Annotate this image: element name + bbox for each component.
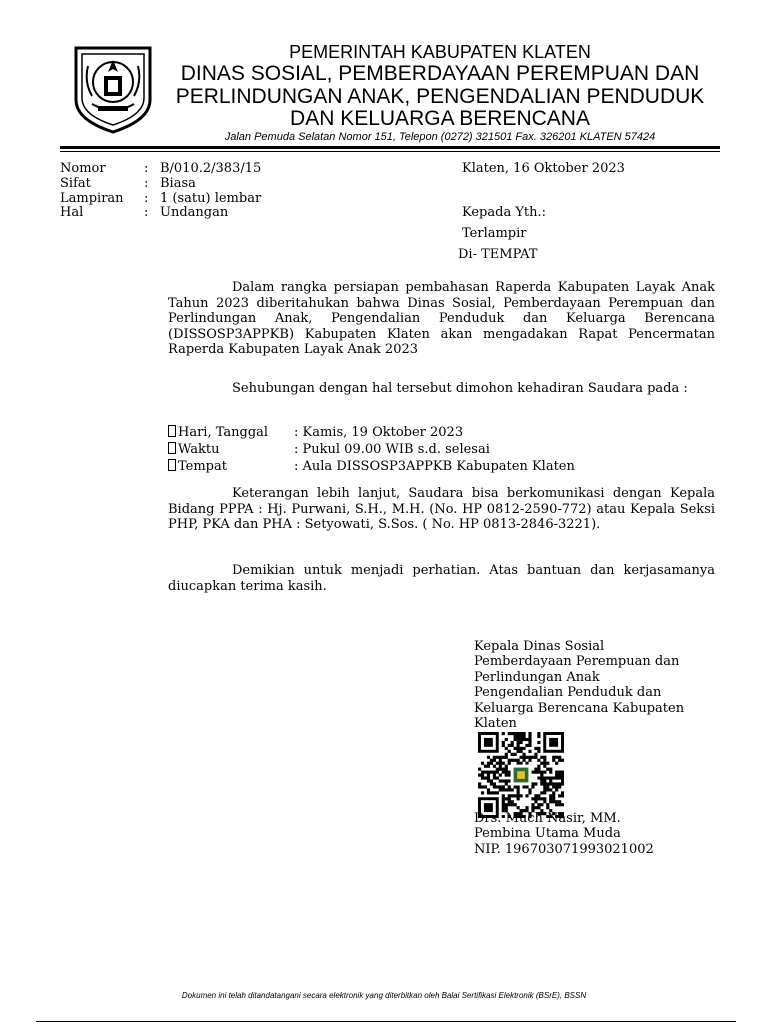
body-paragraph-1: Dalam rangka persiapan pembahasan Raperda Kabupaten Layak Anak Tahun 2023 diberitahukan bahwa Dinas Sosial, Pemberdayaan Perempuan dan Perlindungan Anak, Pengendalian Penduduk dan Keluarga Berencana (DISSOSP3APPKB) Kabupaten Klaten akan mengadakan Rapat Pencermatan Raperda Kabupaten Layak Anak 2023 <box>168 280 715 357</box>
recipient-greeting: Kepada Yth.: <box>462 205 547 220</box>
footer-divider <box>36 1021 736 1022</box>
signature-title-line: Klaten <box>474 716 517 732</box>
signatory-rank: Pembina Utama Muda <box>474 826 621 842</box>
meta-colon: : <box>144 176 149 191</box>
letterhead-divider <box>60 146 720 149</box>
meta-label: Nomor <box>60 161 106 176</box>
letter-date: Klaten, 16 Oktober 2023 <box>462 161 625 176</box>
letterhead-address: Jalan Pemuda Selatan Nomor 151, Telepon (0272) 321501 Fax. 326201 KLATEN 57424 <box>224 131 656 143</box>
signature-title-line: Pengendalian Penduduk dan <box>474 685 662 701</box>
meta-colon: : <box>144 191 149 206</box>
signatory-nip: NIP. 196703071993021002 <box>474 841 654 857</box>
meta-label: Lampiran <box>60 191 124 206</box>
meta-colon: : <box>144 161 149 176</box>
meta-sifat <box>60 176 196 191</box>
agenda-value: : Pukul 09.00 WIB s.d. selesai <box>294 442 490 457</box>
letterhead-agency-line3: DAN KELUARGA BERENCANA <box>290 107 590 130</box>
meta-nomor <box>60 161 261 176</box>
meta-colon: : <box>144 205 149 220</box>
signatory <box>474 811 724 857</box>
bullet-box-icon <box>168 442 176 454</box>
meta-value: 1 (satu) lembar <box>160 191 262 206</box>
agenda-value: : Aula DISSOSP3APPKB Kabupaten Klaten <box>294 459 575 474</box>
meta-value: Biasa <box>160 176 196 191</box>
agenda-date <box>168 425 463 440</box>
body-paragraph-2: Sehubungan dengan hal tersebut dimohon kehadiran Saudara pada : <box>232 381 688 396</box>
signature-qr-code <box>478 732 564 818</box>
meta-lampiran <box>60 191 261 206</box>
meta-label: Sifat <box>60 176 91 191</box>
meta-value: B/010.2/383/15 <box>160 161 262 176</box>
signature-title-line: Kepala Dinas Sosial <box>474 639 605 654</box>
meta-value: Undangan <box>160 205 229 220</box>
agenda-place <box>168 459 575 474</box>
letterhead-agency-line2: PERLINDUNGAN ANAK, PENGENDALIAN PENDUDUK <box>175 85 705 108</box>
recipient-name: Terlampir <box>462 226 527 241</box>
recipient-place: Di- TEMPAT <box>458 247 538 262</box>
letterhead-divider-thin <box>60 151 720 152</box>
body-paragraph-3: Keterangan lebih lanjut, Saudara bisa berkomunikasi dengan Kepala Bidang PPPA : Hj. Purwani, S.H., M.H. (No. HP 0812-2590-772) atau Kepala Seksi PHP, PKA dan PHA : Setyowati, S.Sos. ( No. HP 0813-2846-3221). <box>168 486 715 532</box>
body-paragraph-4: Demikian untuk menjadi perhatian. Atas bantuan dan kerjasamanya diucapkan terima kasih. <box>168 563 715 594</box>
signature-title <box>474 639 724 731</box>
agenda-time <box>168 442 490 457</box>
meta-label: Hal <box>60 205 84 220</box>
meta-hal <box>60 205 228 220</box>
letterhead-government: PEMERINTAH KABUPATEN KLATEN <box>289 42 591 62</box>
signatory-name: Drs. Much Nasir, MM. <box>474 811 621 826</box>
agenda-value: : Kamis, 19 Oktober 2023 <box>294 425 464 440</box>
electronic-signature-footer: Dokumen ini telah ditandatangani secara elektronik yang diterbitkan oleh Balai Sertifikasi Elektronik (BSrE), BSSN <box>181 991 587 1000</box>
bullet-box-icon <box>168 459 176 471</box>
agenda-label: Hari, Tanggal <box>178 425 269 440</box>
signature-title-line: Keluarga Berencana Kabupaten <box>474 700 685 716</box>
regency-emblem <box>70 42 156 134</box>
signature-title-line: Pemberdayaan Perempuan dan <box>474 654 680 670</box>
signature-title-line: Perlindungan Anak <box>474 669 600 685</box>
agenda-label: Tempat <box>178 459 227 474</box>
bullet-box-icon <box>168 425 176 437</box>
agenda-label: Waktu <box>178 442 220 457</box>
letterhead-agency-line1: DINAS SOSIAL, PEMBERDAYAAN PEREMPUAN DAN <box>180 62 700 85</box>
